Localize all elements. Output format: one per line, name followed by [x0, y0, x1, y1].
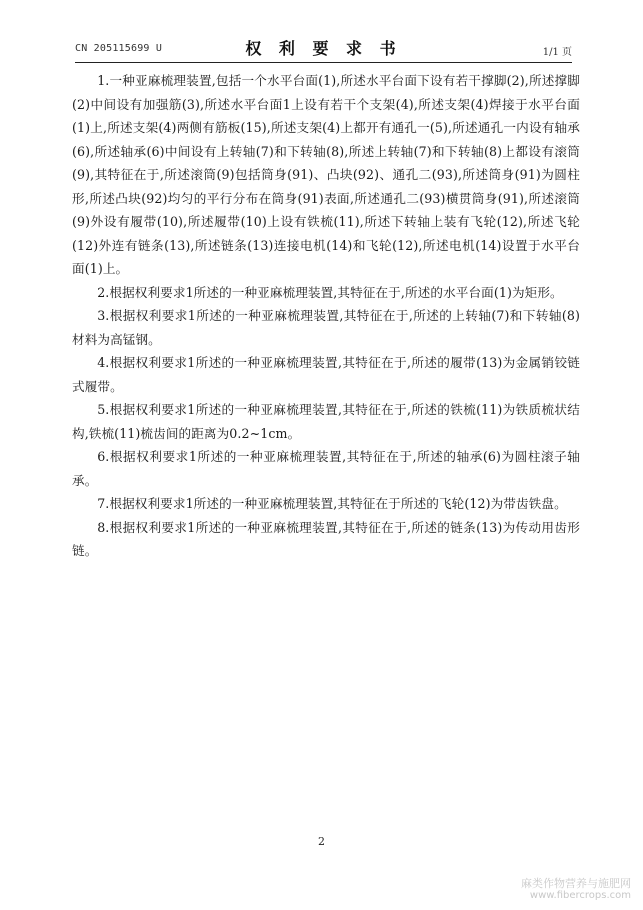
document-title: 权 利 要 求 书 [245, 39, 402, 58]
claim-5: 5.根据权利要求1所述的一种亚麻梳理装置,其特征在于,所述的铁梳(11)为铁质梳状结构,铁梳(11)梳齿间的距离为0.2~1cm。 [72, 402, 580, 441]
claims-body [72, 69, 580, 563]
page-count: 1/1 页 [542, 47, 572, 58]
claim-2: 2.根据权利要求1所述的一种亚麻梳理装置,其特征在于,所述的水平台面(1)为矩形。 [97, 284, 563, 300]
claim-4: 4.根据权利要求1所述的一种亚麻梳理装置,其特征在于,所述的履带(13)为金属销铰链式履带。 [72, 355, 580, 394]
watermark-url: www.fibercrops.com [529, 890, 631, 901]
watermark-site-name: 麻类作物营养与施肥网 [521, 877, 631, 890]
claim-8: 8.根据权利要求1所述的一种亚麻梳理装置,其特征在于,所述的链条(13)为传动用齿形链。 [72, 519, 580, 558]
claim-3: 3.根据权利要求1所述的一种亚麻梳理装置,其特征在于,所述的上转轴(7)和下转轴(8)材料为高锰钢。 [72, 308, 580, 347]
page-number: 2 [318, 835, 325, 848]
claim-6: 6.根据权利要求1所述的一种亚麻梳理装置,其特征在于,所述的轴承(6)为圆柱滚子轴承。 [72, 449, 580, 488]
claim-7: 7.根据权利要求1所述的一种亚麻梳理装置,其特征在于所述的飞轮(12)为带齿铁盘。 [97, 496, 567, 511]
claim-1: 1.一种亚麻梳理装置,包括一个水平台面(1),所述水平台面下设有若干撑脚(2),所述撑脚(2)中间设有加强筋(3),所述水平台面1上设有若干个支架(4),所述支架(4)焊接于水平台面(1)上,所述支架(4)两侧有筋板(15),所述支架(4)上都开有通孔一(5),所述通孔一内设有轴承(6),所述轴承(6)中间设有上转轴(7)和下转轴(8),所述上转轴(7)和下转轴(8)上都设有滚筒(9),其特征在于,所述滚筒(9)包括筒身(91)、凸块(92)、通孔二(93),所述筒身(91)为圆柱形,所述凸块(92)均匀的平行分布在筒身(91)表面,所述通孔二(93)横贯筒身(91),所述滚筒(9)外设有履带(10),所述履带(10)上设有铁梳(11),所述下转轴上装有飞轮(12),所述飞轮(12)外连有链条(13),所述链条(13)连接电机(14)和飞轮(12),所述电机(14)设置于水平台面(1)上。 [72, 73, 580, 276]
document-header [75, 36, 572, 60]
header-divider [75, 62, 572, 63]
publication-number: CN 205115699 U [75, 43, 163, 54]
